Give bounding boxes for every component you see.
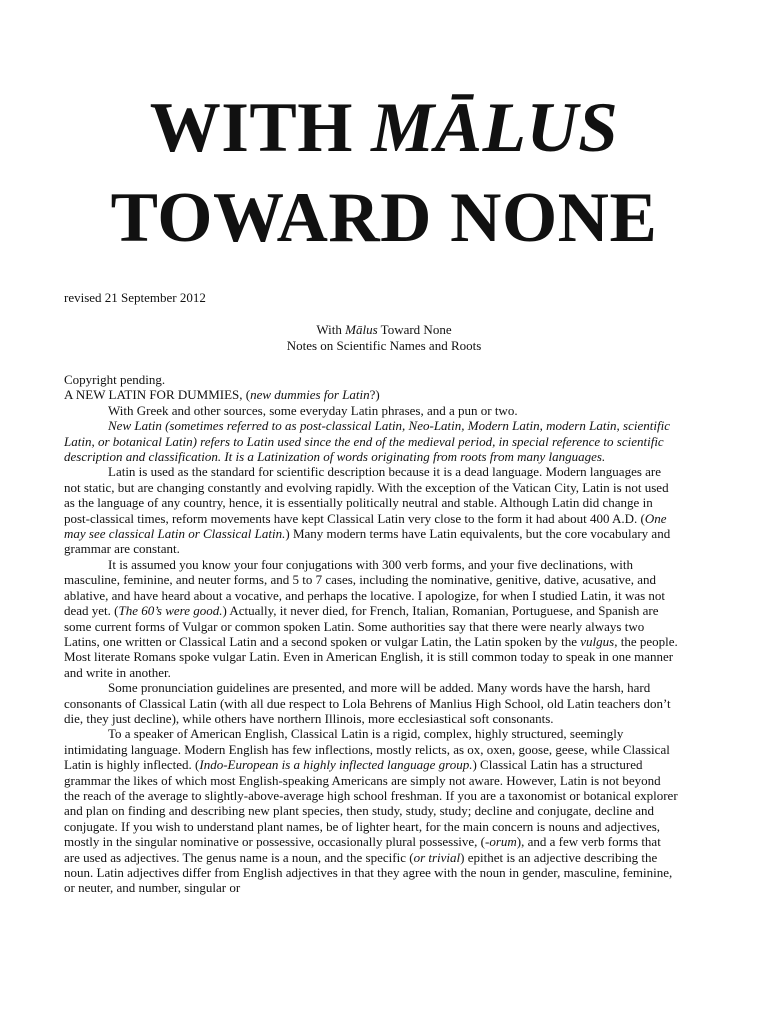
paragraph-5: Some pronunciation guidelines are presented, and more will be added. Many words have the harsh, hard consonants of Classical Latin (with all due respect to Lola Behrens of Manlius High School, old Latin teachers don’t die, they just decline), while others have northern Illinois, more ecclesiastical soft consonants. xyxy=(64,680,671,726)
paragraph-4-text-a: It is assumed you know your four conjugations with 300 verb forms, and your five declinations, with masculine, feminine, and neuter forms, and 5 to 7 cases, including the nominative, genitive, dative, acusative, and ablative, and have heard about a vocative, and perhaps the locative. I apologize, for when I studied Latin, it was not dead yet. ( xyxy=(64,556,666,619)
paragraph-3 xyxy=(64,464,679,556)
paragraph-6-italic-1: Indo-European is a highly inflected language group. xyxy=(199,757,473,773)
section-heading xyxy=(64,387,679,402)
paragraph-3-text-b: ) Many modern terms have Latin equivalents, but the core vocabulary and grammar are constant. xyxy=(64,526,671,557)
revision-date: revised 21 September 2012 xyxy=(64,290,206,305)
title-with: WITH xyxy=(149,89,372,167)
paragraph-6-text-a: To a speaker of American English, Classical Latin is a rigid, complex, highly structured, seemingly intimidating language. Modern English has few inflections, mostly relicts, as ox, oxen, goose, geese, while Classical Latin is highly inflected. ( xyxy=(64,726,670,773)
paragraph-4-italic-2: vulgus xyxy=(580,633,615,649)
paragraph-4-text-c: , the people. Most literate Romans spoke vulgar Latin. Even in American English, it is still common today to speak in one manner and write in another. xyxy=(64,633,678,680)
copyright-line: Copyright pending. xyxy=(64,372,166,387)
paragraph-6-italic-2: -orum xyxy=(485,834,517,850)
title-line-1 xyxy=(0,89,768,167)
subtitle-notes: Notes on Scientific Names and Roots xyxy=(286,338,482,353)
paragraph-6-text-c: ), and a few verb forms that are used as adjectives. The genus name is a noun, and the specific ( xyxy=(64,834,661,865)
subtitle-malus: Mālus xyxy=(345,322,378,337)
paragraph-1: With Greek and other sources, some everyday Latin phrases, and a pun or two. xyxy=(108,402,518,418)
paragraph-3-text-a: Latin is used as the standard for scientific description because it is a dead language. Modern languages are not static, but are changing constantly and evolving rapidly. With the exception of the Vatican City, Latin is not used as the language of any country, hence, it is essentially politically neutral and stable. Although Latin did change in post-classical times, reform movements have kept Classical Latin very close to the form it had about 400 A.D. ( xyxy=(64,464,669,526)
section-heading-italic: new dummies for Latin xyxy=(250,387,370,403)
paragraph-2: New Latin (sometimes referred to as post-classical Latin, Neo-Latin, Modern Latin, modern Latin, scientific Latin, or botanical Latin) refers to Latin used since the end of the medieval period, in special reference to scientific description and classification. It is a Latinization of words originating from roots from many languages. xyxy=(64,418,670,465)
title-line-2: TOWARD NONE xyxy=(110,179,658,257)
subtitle-toward-none: Toward None xyxy=(377,322,452,337)
section-heading-end: ?) xyxy=(369,387,380,403)
paragraph-6-text-b: ) Classical Latin has a structured grammar the likes of which most English-speaking Americans are simply not aware. However, Latin is not beyond the reach of the average to slightly-above-average high school freshman. If you are a taxonomist or botanical explorer and plan on finding and describing new plant species, then study, study, study; decline and conjugate, decline and conjugate. If you wish to understand plant names, be of lighter heart, for the main concern is nouns and adjectives, mostly in the singular nominative or possessive, occasionally plural possessive, ( xyxy=(64,757,678,850)
paragraph-6-text-d: ) epithet is an adjective describing the noun. Latin adjectives differ from English adjectives in that they agree with the noun in gender, masculine, feminine, or neuter, and number, singular or xyxy=(64,849,673,896)
paragraph-4 xyxy=(64,557,679,680)
section-heading-text: A NEW LATIN FOR DUMMIES, ( xyxy=(64,387,251,403)
title-malus: MĀLUS xyxy=(371,89,619,167)
paragraph-3-italic: One may see classical Latin or Classical Latin. xyxy=(64,510,667,542)
subtitle-with: With xyxy=(316,322,346,337)
paragraph-4-text-b: ) Actually, it never died, for French, Italian, Romanian, Portuguese, and Spanish are some current forms of Vulgar or common spoken Latin. Some authorities say that there were nearly always two Latins, one written or Classical Latin and a second spoken or vulgar Latin, the Latin spoken by the xyxy=(64,603,659,649)
paragraph-6-italic-3: or trivial xyxy=(413,849,461,865)
subtitle-title xyxy=(0,322,768,338)
paragraph-4-italic-1: The 60’s were good. xyxy=(118,603,223,619)
document-body xyxy=(64,372,679,896)
paragraph-6 xyxy=(64,726,679,895)
